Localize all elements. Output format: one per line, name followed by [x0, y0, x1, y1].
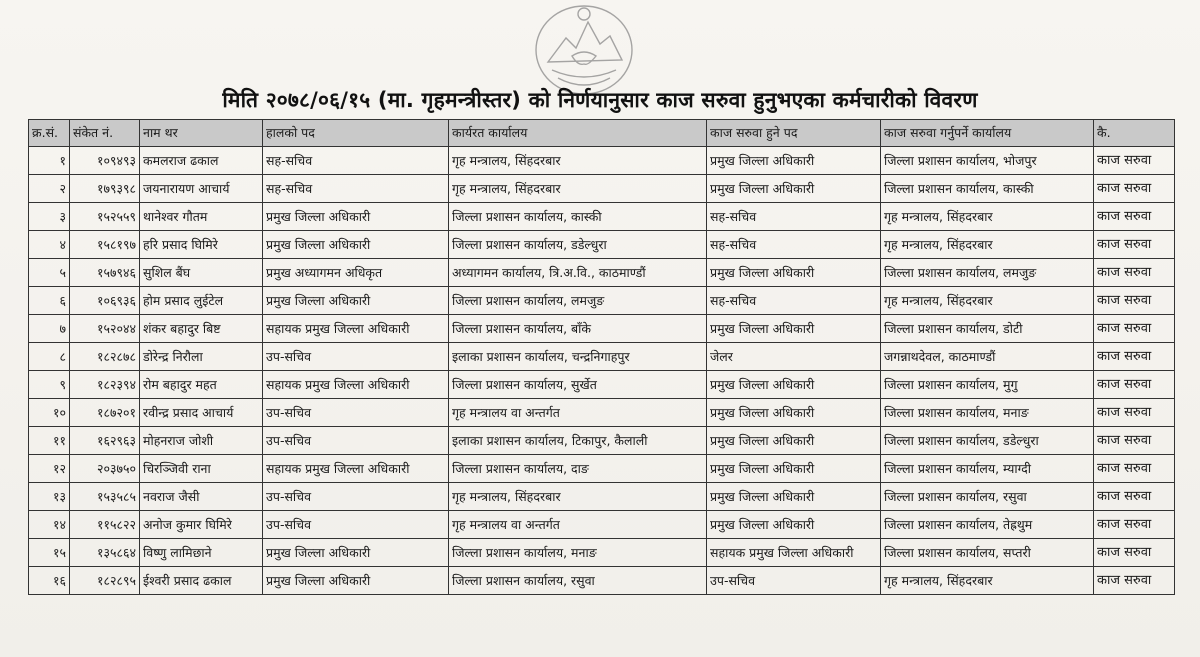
- current-office-header: कार्यरत कार्यालय: [449, 120, 707, 147]
- employee-name-cell: सुशिल बैंघ: [140, 259, 263, 287]
- current-post-cell: सह-सचिव: [263, 147, 449, 175]
- government-emblem-icon: [528, 0, 640, 100]
- table-header: [29, 120, 1175, 147]
- code-number-cell: १०६९३६: [70, 287, 140, 315]
- serial-number-cell: १६: [29, 567, 70, 595]
- current-office-cell: जिल्ला प्रशासन कार्यालय, बाँके: [449, 315, 707, 343]
- remarks-cell: काज सरुवा: [1094, 567, 1175, 595]
- current-office-cell: इलाका प्रशासन कार्यालय, टिकापुर, कैलाली: [449, 427, 707, 455]
- code-number-cell: १८२८७८: [70, 343, 140, 371]
- table-row: [29, 343, 1175, 371]
- remarks-cell: काज सरुवा: [1094, 315, 1175, 343]
- current-post-cell: प्रमुख जिल्ला अधिकारी: [263, 287, 449, 315]
- current-post-cell: उप-सचिव: [263, 511, 449, 539]
- code-number-cell: १८२८९५: [70, 567, 140, 595]
- current-post-header: हालको पद: [263, 120, 449, 147]
- new-office-cell: जिल्ला प्रशासन कार्यालय, मनाङ: [881, 399, 1094, 427]
- code-number-cell: १५७९४६: [70, 259, 140, 287]
- remarks-cell: काज सरुवा: [1094, 175, 1175, 203]
- employee-name-cell: शंकर बहादुर बिष्ट: [140, 315, 263, 343]
- employee-name-cell: ईश्वरी प्रसाद ढकाल: [140, 567, 263, 595]
- remarks-cell: काज सरुवा: [1094, 343, 1175, 371]
- remarks-header: कै.: [1094, 120, 1175, 147]
- remarks-cell: काज सरुवा: [1094, 399, 1175, 427]
- remarks-cell: काज सरुवा: [1094, 287, 1175, 315]
- code-number-cell: १७९३९८: [70, 175, 140, 203]
- employee-name-cell: अनोज कुमार घिमिरे: [140, 511, 263, 539]
- new-post-cell: सह-सचिव: [707, 287, 881, 315]
- new-post-cell: प्रमुख जिल्ला अधिकारी: [707, 371, 881, 399]
- current-office-cell: जिल्ला प्रशासन कार्यालय, रसुवा: [449, 567, 707, 595]
- employee-name-cell: थानेश्वर गौतम: [140, 203, 263, 231]
- current-office-cell: जिल्ला प्रशासन कार्यालय, लमजुङ: [449, 287, 707, 315]
- new-post-cell: प्रमुख जिल्ला अधिकारी: [707, 483, 881, 511]
- code-number-cell: १८७२०१: [70, 399, 140, 427]
- new-office-cell: जिल्ला प्रशासन कार्यालय, रसुवा: [881, 483, 1094, 511]
- new-office-cell: जगन्नाथदेवल, काठमाण्डौं: [881, 343, 1094, 371]
- new-office-cell: जिल्ला प्रशासन कार्यालय, डोटी: [881, 315, 1094, 343]
- code-number-cell: ११५८२२: [70, 511, 140, 539]
- serial-number-cell: १: [29, 147, 70, 175]
- new-post-cell: प्रमुख जिल्ला अधिकारी: [707, 259, 881, 287]
- table-row: [29, 315, 1175, 343]
- new-post-cell: प्रमुख जिल्ला अधिकारी: [707, 175, 881, 203]
- remarks-cell: काज सरुवा: [1094, 147, 1175, 175]
- table-row: [29, 539, 1175, 567]
- serial-number-cell: १०: [29, 399, 70, 427]
- serial-number-cell: १४: [29, 511, 70, 539]
- new-post-cell: सह-सचिव: [707, 203, 881, 231]
- current-post-cell: प्रमुख जिल्ला अधिकारी: [263, 231, 449, 259]
- current-office-cell: जिल्ला प्रशासन कार्यालय, सुर्खेत: [449, 371, 707, 399]
- current-post-cell: प्रमुख जिल्ला अधिकारी: [263, 567, 449, 595]
- serial-number-cell: ३: [29, 203, 70, 231]
- employee-name-cell: होम प्रसाद लुईटेल: [140, 287, 263, 315]
- employee-name-cell: कमलराज ढकाल: [140, 147, 263, 175]
- new-office-cell: जिल्ला प्रशासन कार्यालय, लमजुङ: [881, 259, 1094, 287]
- new-office-cell: गृह मन्त्रालय, सिंहदरबार: [881, 287, 1094, 315]
- serial-number-header: क्र.सं.: [29, 120, 70, 147]
- remarks-cell: काज सरुवा: [1094, 259, 1175, 287]
- current-office-cell: इलाका प्रशासन कार्यालय, चन्द्रनिगाहपुर: [449, 343, 707, 371]
- new-office-cell: जिल्ला प्रशासन कार्यालय, सप्तरी: [881, 539, 1094, 567]
- employee-name-cell: विष्णु लामिछाने: [140, 539, 263, 567]
- current-post-cell: सहायक प्रमुख जिल्ला अधिकारी: [263, 315, 449, 343]
- serial-number-cell: ५: [29, 259, 70, 287]
- current-post-cell: उप-सचिव: [263, 427, 449, 455]
- employee-name-cell: हरि प्रसाद घिमिरे: [140, 231, 263, 259]
- table-row: [29, 399, 1175, 427]
- new-post-cell: सहायक प्रमुख जिल्ला अधिकारी: [707, 539, 881, 567]
- current-post-cell: प्रमुख जिल्ला अधिकारी: [263, 203, 449, 231]
- new-post-cell: प्रमुख जिल्ला अधिकारी: [707, 315, 881, 343]
- new-post-cell: प्रमुख जिल्ला अधिकारी: [707, 399, 881, 427]
- remarks-cell: काज सरुवा: [1094, 483, 1175, 511]
- employee-name-cell: जयनारायण आचार्य: [140, 175, 263, 203]
- new-office-cell: जिल्ला प्रशासन कार्यालय, म्याग्दी: [881, 455, 1094, 483]
- remarks-cell: काज सरुवा: [1094, 371, 1175, 399]
- remarks-cell: काज सरुवा: [1094, 427, 1175, 455]
- serial-number-cell: ११: [29, 427, 70, 455]
- current-post-cell: सहायक प्रमुख जिल्ला अधिकारी: [263, 371, 449, 399]
- remarks-cell: काज सरुवा: [1094, 511, 1175, 539]
- table-body: [29, 147, 1175, 595]
- new-office-cell: जिल्ला प्रशासन कार्यालय, डडेल्धुरा: [881, 427, 1094, 455]
- remarks-cell: काज सरुवा: [1094, 231, 1175, 259]
- new-office-cell: जिल्ला प्रशासन कार्यालय, भोजपुर: [881, 147, 1094, 175]
- table-row: [29, 203, 1175, 231]
- table-row: [29, 511, 1175, 539]
- table-row: [29, 175, 1175, 203]
- current-office-cell: जिल्ला प्रशासन कार्यालय, कास्की: [449, 203, 707, 231]
- current-office-cell: गृह मन्त्रालय, सिंहदरबार: [449, 147, 707, 175]
- current-post-cell: उप-सचिव: [263, 399, 449, 427]
- employee-name-cell: डोरेन्द्र निरौला: [140, 343, 263, 371]
- new-office-cell: गृह मन्त्रालय, सिंहदरबार: [881, 203, 1094, 231]
- serial-number-cell: २: [29, 175, 70, 203]
- current-office-cell: गृह मन्त्रालय, सिंहदरबार: [449, 483, 707, 511]
- transfer-table: [28, 119, 1175, 595]
- current-post-cell: प्रमुख जिल्ला अधिकारी: [263, 539, 449, 567]
- employee-name-cell: चिरञ्जिवी राना: [140, 455, 263, 483]
- employee-name-cell: मोहनराज जोशी: [140, 427, 263, 455]
- serial-number-cell: १२: [29, 455, 70, 483]
- current-office-cell: जिल्ला प्रशासन कार्यालय, डडेल्धुरा: [449, 231, 707, 259]
- current-office-cell: अध्यागमन कार्यालय, त्रि.अ.वि., काठमाण्डौं: [449, 259, 707, 287]
- current-office-cell: गृह मन्त्रालय वा अन्तर्गत: [449, 511, 707, 539]
- table-row: [29, 427, 1175, 455]
- new-office-cell: जिल्ला प्रशासन कार्यालय, तेह्रथुम: [881, 511, 1094, 539]
- code-number-cell: १६२९६३: [70, 427, 140, 455]
- table-row: [29, 259, 1175, 287]
- new-office-cell: जिल्ला प्रशासन कार्यालय, कास्की: [881, 175, 1094, 203]
- current-office-cell: जिल्ला प्रशासन कार्यालय, मनाङ: [449, 539, 707, 567]
- new-post-header: काज सरुवा हुने पद: [707, 120, 881, 147]
- code-number-cell: १०९४९३: [70, 147, 140, 175]
- new-office-cell: जिल्ला प्रशासन कार्यालय, मुगु: [881, 371, 1094, 399]
- serial-number-cell: ७: [29, 315, 70, 343]
- serial-number-cell: १३: [29, 483, 70, 511]
- table-row: [29, 371, 1175, 399]
- code-number-cell: १५२०४४: [70, 315, 140, 343]
- current-post-cell: प्रमुख अध्यागमन अधिकृत: [263, 259, 449, 287]
- current-post-cell: उप-सचिव: [263, 343, 449, 371]
- employee-name-cell: रवीन्द्र प्रसाद आचार्य: [140, 399, 263, 427]
- table-row: [29, 455, 1175, 483]
- remarks-cell: काज सरुवा: [1094, 203, 1175, 231]
- serial-number-cell: १५: [29, 539, 70, 567]
- new-post-cell: प्रमुख जिल्ला अधिकारी: [707, 427, 881, 455]
- code-number-cell: १३५८६४: [70, 539, 140, 567]
- code-number-cell: २०३७५०: [70, 455, 140, 483]
- new-post-cell: उप-सचिव: [707, 567, 881, 595]
- new-post-cell: प्रमुख जिल्ला अधिकारी: [707, 511, 881, 539]
- current-post-cell: सह-सचिव: [263, 175, 449, 203]
- table-header-row: [29, 120, 1175, 147]
- code-number-header: संकेत नं.: [70, 120, 140, 147]
- page-title: मिति २०७८/०६/१५ (मा. गृहमन्त्रीस्तर) को निर्णयानुसार काज सरुवा हुनुभएका कर्मचारीको विवरण: [222, 88, 978, 112]
- current-post-cell: उप-सचिव: [263, 483, 449, 511]
- serial-number-cell: ८: [29, 343, 70, 371]
- code-number-cell: १५८१९७: [70, 231, 140, 259]
- employee-name-cell: रोम बहादुर महत: [140, 371, 263, 399]
- new-post-cell: सह-सचिव: [707, 231, 881, 259]
- table-row: [29, 147, 1175, 175]
- new-post-cell: प्रमुख जिल्ला अधिकारी: [707, 147, 881, 175]
- new-post-cell: प्रमुख जिल्ला अधिकारी: [707, 455, 881, 483]
- table-row: [29, 231, 1175, 259]
- table-row: [29, 483, 1175, 511]
- current-office-cell: गृह मन्त्रालय, सिंहदरबार: [449, 175, 707, 203]
- new-office-cell: गृह मन्त्रालय, सिंहदरबार: [881, 231, 1094, 259]
- remarks-cell: काज सरुवा: [1094, 539, 1175, 567]
- code-number-cell: १५२५५९: [70, 203, 140, 231]
- serial-number-cell: ६: [29, 287, 70, 315]
- name-header: नाम थर: [140, 120, 263, 147]
- new-office-cell: गृह मन्त्रालय, सिंहदरबार: [881, 567, 1094, 595]
- code-number-cell: १८२३९४: [70, 371, 140, 399]
- table-row: [29, 287, 1175, 315]
- employee-name-cell: नवराज जैसी: [140, 483, 263, 511]
- current-office-cell: जिल्ला प्रशासन कार्यालय, दाङ: [449, 455, 707, 483]
- current-post-cell: सहायक प्रमुख जिल्ला अधिकारी: [263, 455, 449, 483]
- code-number-cell: १५३५८५: [70, 483, 140, 511]
- new-post-cell: जेलर: [707, 343, 881, 371]
- serial-number-cell: ४: [29, 231, 70, 259]
- serial-number-cell: ९: [29, 371, 70, 399]
- table-row: [29, 567, 1175, 595]
- current-office-cell: गृह मन्त्रालय वा अन्तर्गत: [449, 399, 707, 427]
- new-office-header: काज सरुवा गर्नुपर्ने कार्यालय: [881, 120, 1094, 147]
- remarks-cell: काज सरुवा: [1094, 455, 1175, 483]
